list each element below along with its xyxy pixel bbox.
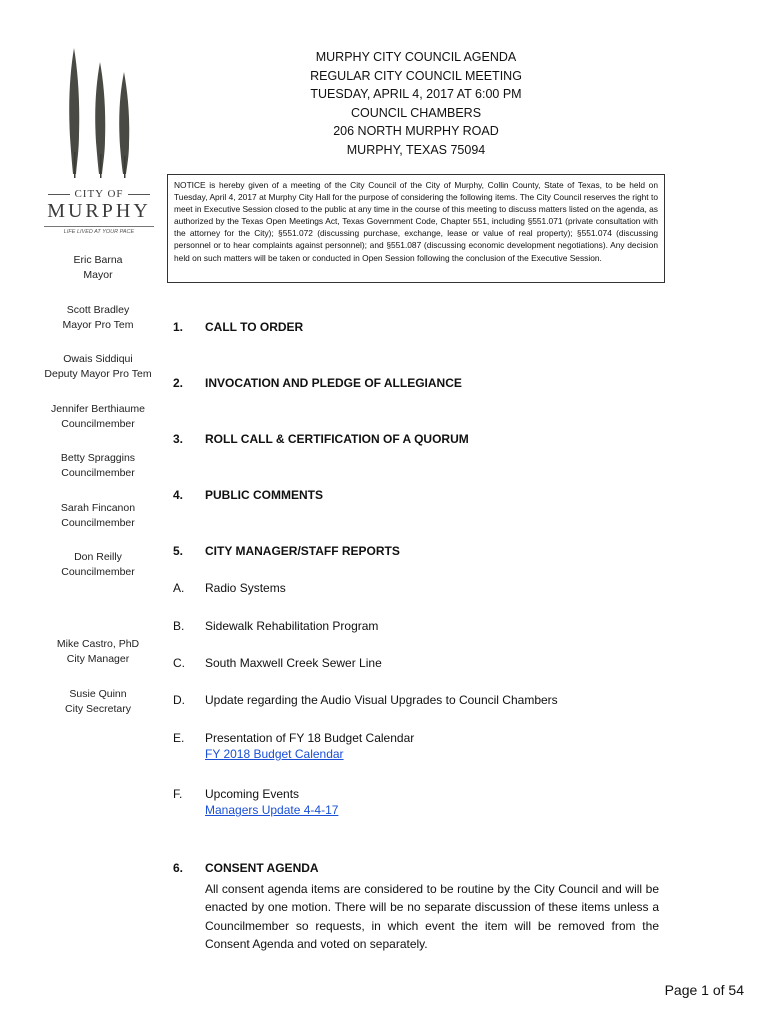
member-title: Councilmember [61,467,135,479]
agenda-item-number: 6. [173,861,184,875]
subitem-title: Update regarding the Audio Visual Upgrades to Council Chambers [205,693,558,707]
budget-calendar-link[interactable]: FY 2018 Budget Calendar [205,747,344,761]
agenda-item-number: 1. [173,320,184,334]
member-title: Deputy Mayor Pro Tem [44,368,152,380]
member-name: Sarah Fincanon [60,502,136,514]
agenda-item-number: 4. [173,488,184,502]
roster-entry [38,550,158,580]
roster-entry [38,402,158,432]
roster-entry [38,637,158,667]
managers-update-link[interactable]: Managers Update 4-4-17 [205,803,339,817]
subitem-title [205,731,414,761]
consent-agenda-text: All consent agenda items are considered to be routine by the City Council and will be enacted by one motion. There will be no separate discussion of these items unless a Councilmember so requests, in which event the item will be removed from the Consent Agenda and voted on separately. [205,882,659,951]
logo-city-of: CITY OF [44,188,154,200]
logo-murphy: MURPHY [47,200,151,222]
member-name: Don Reilly [74,551,122,563]
agenda-item-number: 2. [173,376,184,390]
member-title: Councilmember [61,566,135,578]
agenda-item-title: INVOCATION AND PLEDGE OF ALLEGIANCE [205,376,462,390]
subitem-letter: B. [173,619,185,633]
header-line: 206 NORTH MURPHY ROAD [333,124,499,139]
subitem-title-text: Upcoming Events [205,787,300,801]
member-name: Scott Bradley [66,304,130,316]
member-title: Mayor Pro Tem [62,319,134,331]
roster-entry [38,501,158,531]
header-line: TUESDAY, APRIL 4, 2017 AT 6:00 PM [310,87,522,102]
agenda-item-number: 3. [173,432,184,446]
agenda-header [196,48,636,160]
agenda-item-title: PUBLIC COMMENTS [205,488,323,502]
agenda-item-title: CITY MANAGER/STAFF REPORTS [205,544,400,558]
member-name: Susie Quinn [69,688,127,700]
header-line: MURPHY, TEXAS 75094 [346,142,486,157]
member-title: Councilmember [61,418,135,430]
subitem-title: Sidewalk Rehabilitation Program [205,619,379,633]
member-title: City Manager [66,653,130,665]
header-line: COUNCIL CHAMBERS [350,105,482,120]
subitem-letter: A. [173,581,185,595]
member-name: Jennifer Berthiaume [51,403,145,415]
subitem-title: Radio Systems [205,581,286,595]
header-line: REGULAR CITY COUNCIL MEETING [310,68,522,83]
subitem-letter: E. [173,731,185,745]
roster-entry [38,687,158,717]
member-name: Eric Barna [73,254,123,266]
member-title: Mayor [83,269,113,281]
subitem-letter: F. [173,787,183,801]
logo-tagline: LIFE LIVED AT YOUR PACE [44,226,154,235]
agenda-item-title: CALL TO ORDER [205,320,304,334]
subitem-title: South Maxwell Creek Sewer Line [205,656,382,670]
roster-entry [38,253,158,283]
page-number: Page 1 of 54 [664,982,744,998]
agenda-item-title: ROLL CALL & CERTIFICATION OF A QUORUM [205,432,469,446]
agenda-item-title: CONSENT AGENDA [205,861,319,875]
city-logo [44,42,154,242]
roster-entry [38,303,158,333]
member-title: City Secretary [65,703,131,715]
member-name: Betty Spraggins [60,452,136,464]
subitem-title-text: Presentation of FY 18 Budget Calendar [205,731,415,745]
member-title: Councilmember [61,517,135,529]
member-name: Owais Siddiqui [63,353,133,365]
agenda-item-number: 5. [173,544,184,558]
subitem-letter: D. [173,693,185,707]
roster-entry [38,451,158,481]
cypress-trees-icon [60,42,140,182]
roster-entry [38,352,158,382]
member-name: Mike Castro, PhD [56,638,140,650]
subitem-title [205,787,338,817]
header-line: MURPHY CITY COUNCIL AGENDA [315,50,517,64]
subitem-letter: C. [173,656,185,670]
meeting-notice: NOTICE is hereby given of a meeting of the City Council of the City of Murphy, Collin County, State of Texas, to be held on Tuesday, April 4, 2017 at Murphy City Hall for the purpose of considering the following items. The City Council reserves the right to meet in Executive Session closed to the public at any time in the course of this meeting to discuss matters listed on the agenda, as authorized by the Texas Open Meetings Act, Texas Government Code, Chapter 551, including §551.071 (private consultation with the attorney for the City); §551.072 (discussing purchase, exchange, lease or value of real property); §551.074 (discussing personnel or to hear complaints against personnel); and §551.087 (discussing economic development negotiations). Any decision held on such matters will be taken or conducted in Open Session following the conclusion of the Executive Session. [167,174,665,283]
